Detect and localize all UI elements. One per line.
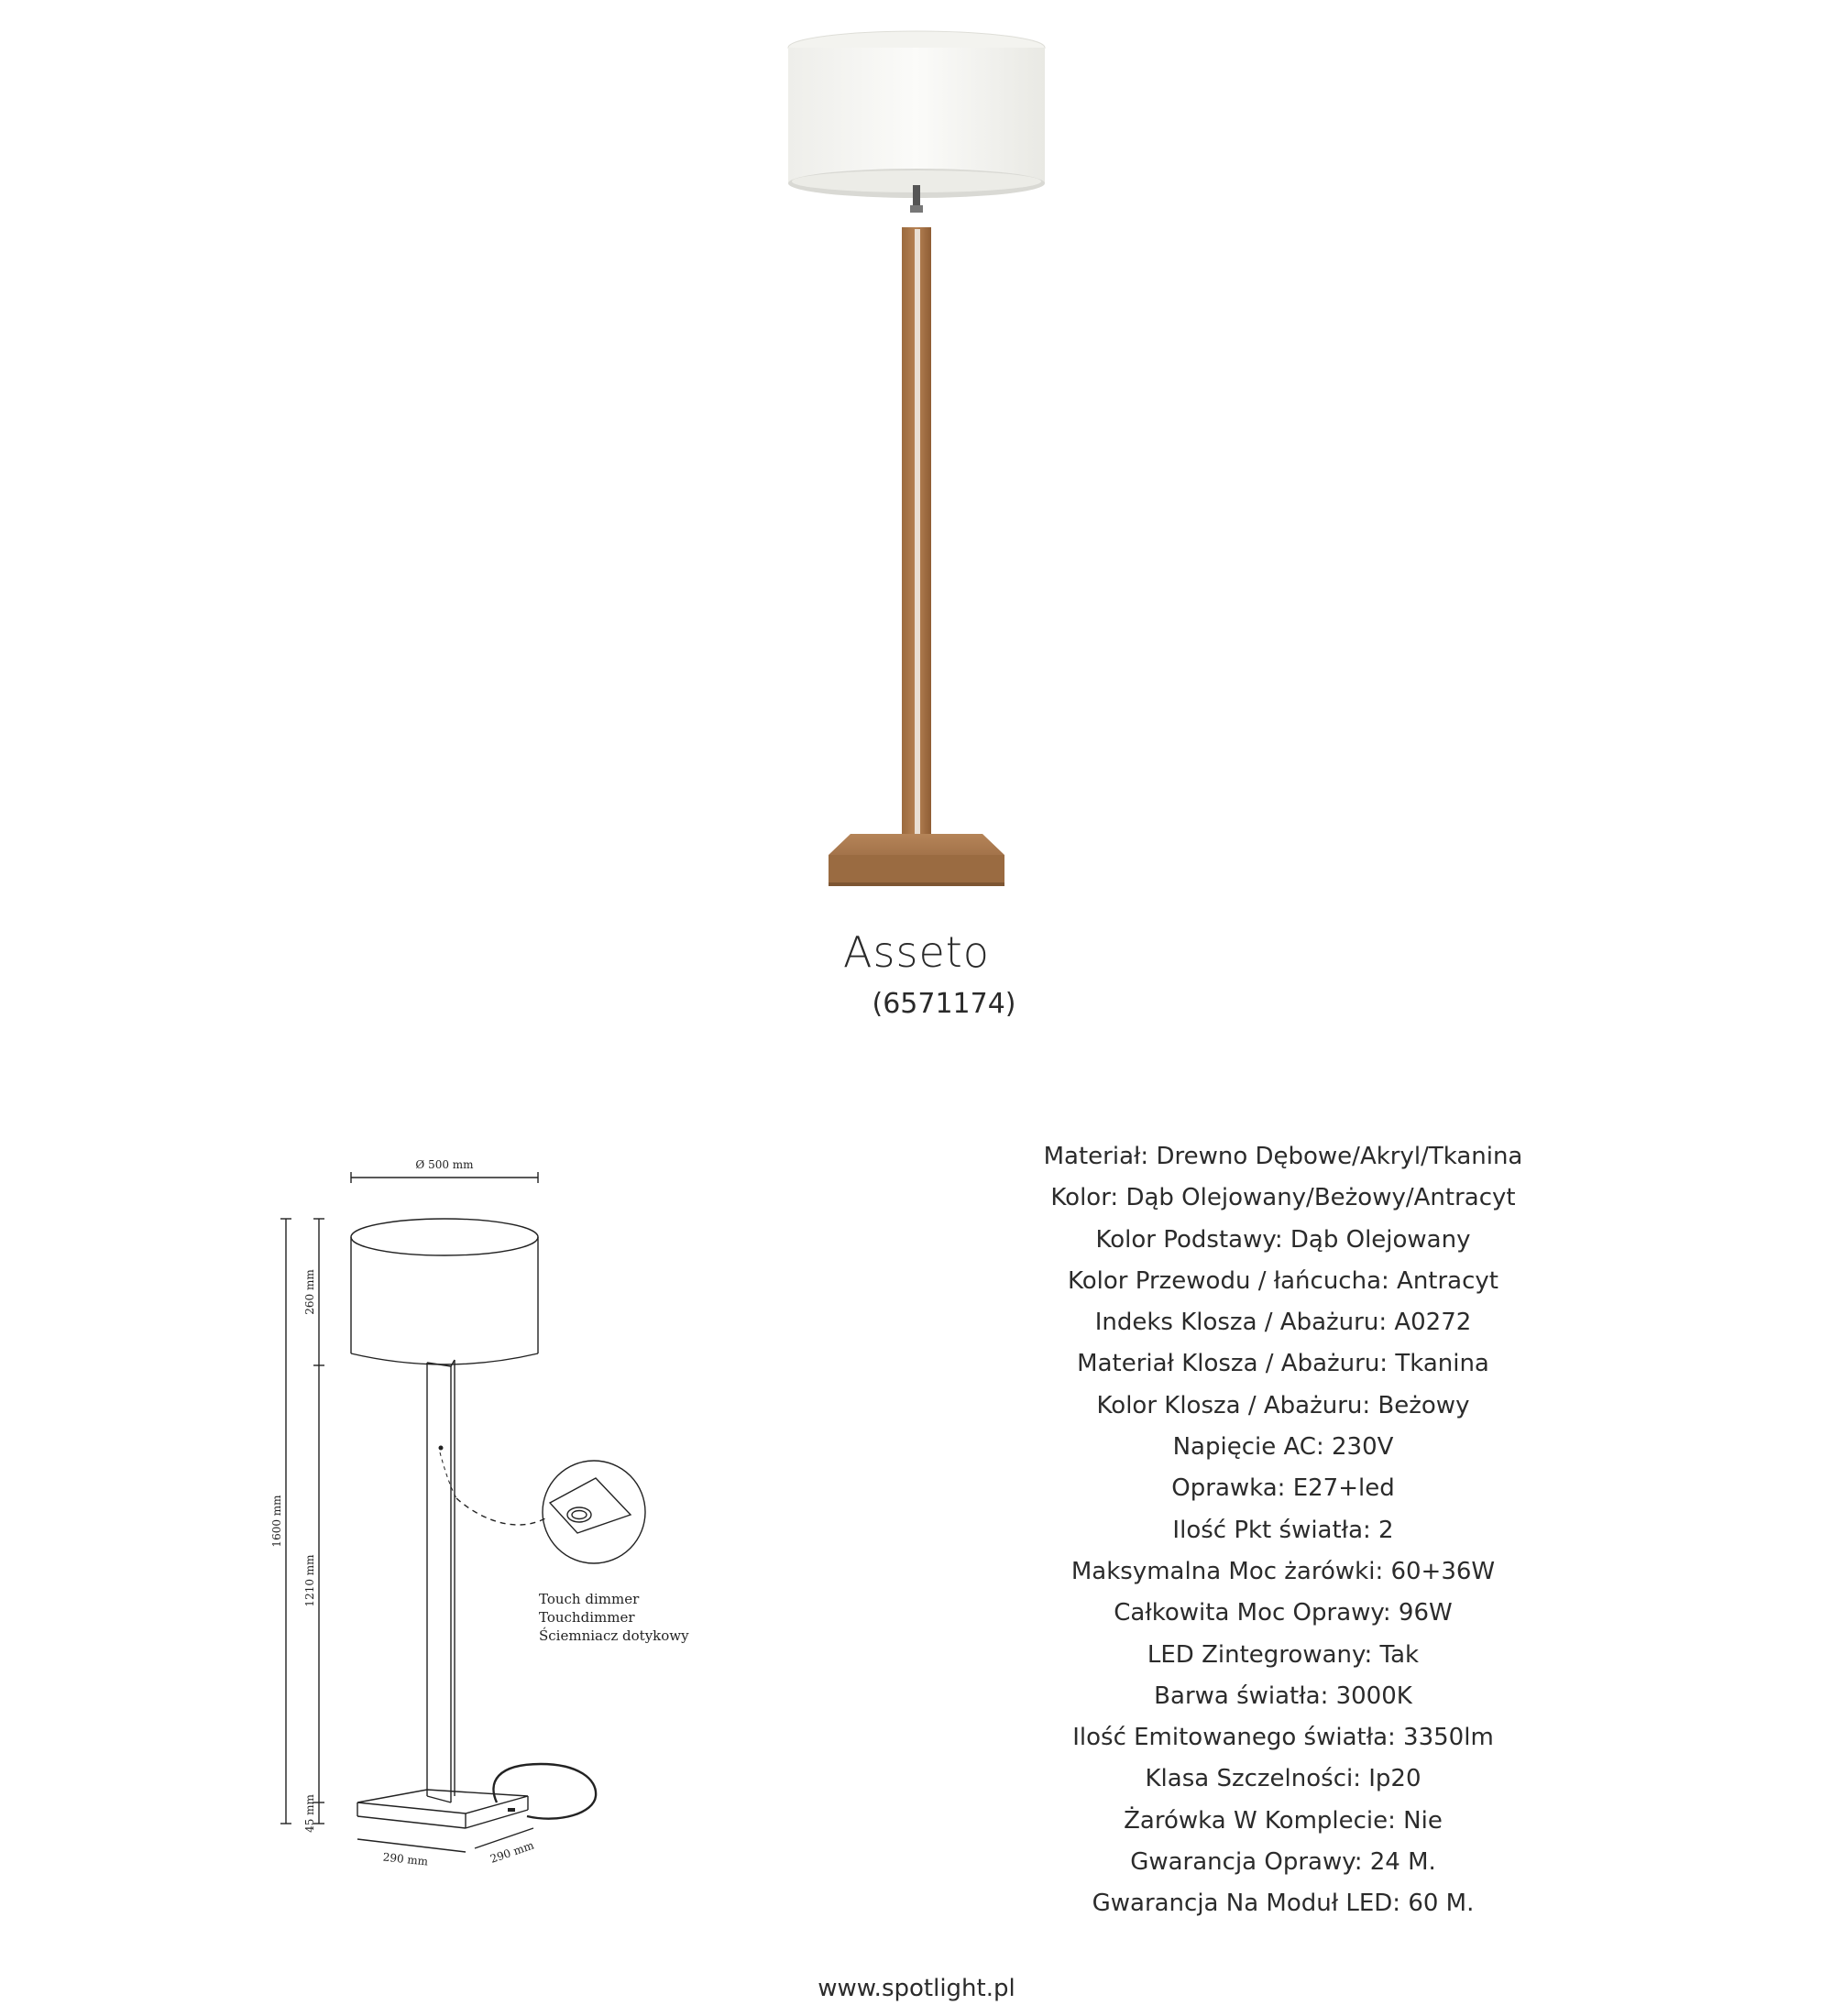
spec-ip-rating: Klasa Szczelności: Ip20	[1145, 1765, 1421, 1793]
product-name: Asseto	[843, 927, 990, 977]
spec-max-bulb-power: Maksymalna Moc żarówki: 60+36W	[1070, 1557, 1496, 1585]
spec-list	[916, 1136, 1650, 1925]
spec-voltage: Napięcie AC: 230V	[1172, 1433, 1394, 1462]
shade-top-outline	[351, 1219, 538, 1255]
spec-light-points: Ilość Pkt światła: 2	[1172, 1516, 1394, 1544]
base-top-outline	[357, 1790, 528, 1813]
spec-socket: Oprawka: E27+led	[1171, 1474, 1395, 1503]
spec-luminous-flux: Ilość Emitowanego światła: 3350lm	[1072, 1724, 1494, 1752]
spec-shade-color: Kolor Klosza / Abażuru: Beżowy	[1096, 1391, 1470, 1419]
spec-shade-index: Indeks Klosza / Abażuru: A0272	[1094, 1309, 1472, 1337]
spec-color-temperature: Barwa światła: 3000K	[1154, 1682, 1412, 1710]
floor-lamp-illustration	[779, 27, 1054, 898]
dimmer-label-en: Touch dimmer	[539, 1591, 640, 1607]
spec-led-integrated: LED Zintegrowany: Tak	[1147, 1640, 1420, 1669]
spec-shade-material: Materiał Klosza / Abażuru: Tkanina	[1077, 1350, 1489, 1378]
product-code: (6571174)	[872, 988, 1016, 1020]
spec-total-power: Całkowita Moc Oprawy: 96W	[1114, 1599, 1453, 1627]
dim-height-shade: 260 mm	[303, 1269, 316, 1315]
spec-led-warranty: Gwarancja Na Moduł LED: 60 M.	[1092, 1890, 1475, 1918]
spec-warranty: Gwarancja Oprawy: 24 M.	[1130, 1848, 1436, 1877]
dimmer-label-de: Touchdimmer	[539, 1609, 635, 1626]
dimension-diagram	[247, 1150, 724, 1883]
dim-shade-diameter: Ø 500 mm	[415, 1158, 474, 1171]
dim-base-width: 290 mm	[382, 1850, 429, 1868]
dim-height-column: 1210 mm	[303, 1554, 316, 1607]
spec-color: Kolor: Dąb Olejowany/Beżowy/Antracyt	[1050, 1184, 1516, 1212]
dim-height-base: 45 mm	[303, 1794, 316, 1833]
spec-cable-color: Kolor Przewodu / łańcucha: Antracyt	[1067, 1266, 1498, 1295]
dimmer-label-pl: Ściemniacz dotykowy	[539, 1627, 689, 1644]
product-photo	[779, 27, 1054, 898]
spec-bulb-included: Żarówka W Komplecie: Nie	[1124, 1806, 1443, 1835]
dim-base-depth: 290 mm	[488, 1838, 536, 1866]
dim-height-total: 1600 mm	[270, 1495, 283, 1548]
spec-material: Materiał: Drewno Dębowe/Akryl/Tkanina	[1043, 1143, 1523, 1170]
spec-base-color: Kolor Podstawy: Dąb Olejowany	[1095, 1225, 1471, 1254]
website-link[interactable]: www.spotlight.pl	[818, 1975, 1015, 2002]
technical-drawing	[247, 1150, 724, 1883]
